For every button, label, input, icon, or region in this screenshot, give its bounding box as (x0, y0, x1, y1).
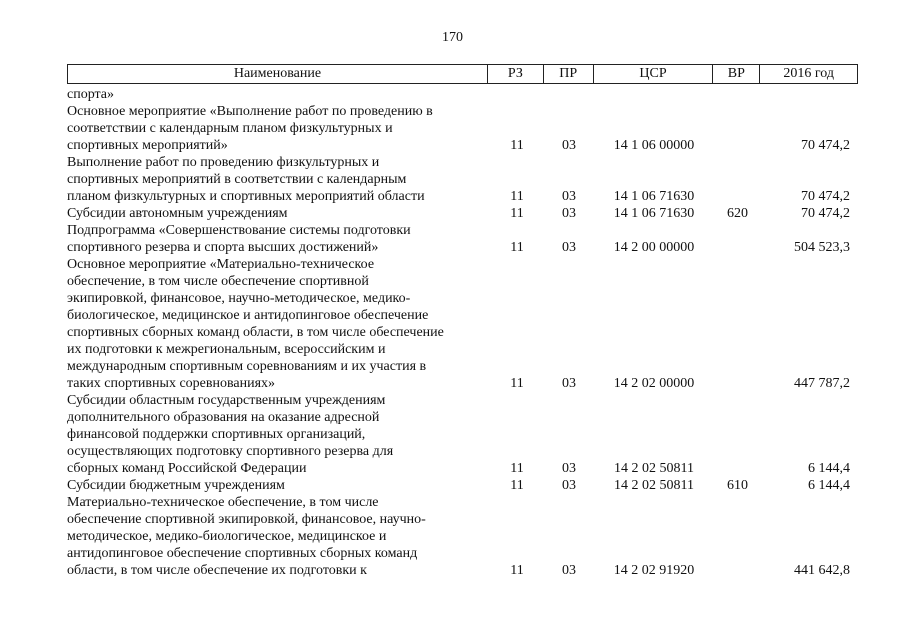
row-csr: 14 2 00 00000 (613, 240, 695, 255)
row-name-line: области, в том числе обеспечение их подготовки к (67, 563, 367, 578)
header-pr: ПР (544, 65, 594, 83)
row-name-line: планом физкультурных и спортивных мероприятий области (67, 189, 425, 204)
row-csr: 14 2 02 50811 (614, 461, 694, 476)
row-name-line: таких спортивных соревнованиях» (67, 376, 276, 391)
row-pr (544, 86, 594, 103)
table-row (67, 86, 858, 103)
row-name (67, 86, 488, 103)
row-name (67, 103, 488, 154)
row-rz: 11 (510, 461, 524, 476)
row-csr: 14 1 06 00000 (613, 138, 695, 153)
row-amount: 6 144,4 (808, 461, 850, 476)
row-amount: 447 787,2 (794, 376, 850, 391)
table-row (67, 154, 858, 205)
row-name-line: Основное мероприятие «Выполнение работ по проведению в (67, 104, 433, 119)
row-name-line: спортивных мероприятий в соответствии с календарным (67, 172, 407, 187)
row-pr: 03 (562, 138, 576, 153)
row-amount: 6 144,4 (808, 478, 850, 493)
header-vr: ВР (713, 65, 760, 83)
row-vr (714, 137, 761, 154)
row-amount: 70 474,2 (801, 138, 850, 153)
row-rz: 11 (510, 478, 524, 493)
row-name-line: спорта» (67, 87, 115, 102)
row-name-line: Субсидии областным государственным учреждениям (67, 393, 386, 408)
page-number: 170 (442, 30, 463, 45)
header-name: Наименование (68, 65, 488, 83)
row-name-line: экипировкой, финансовое, научно-методическое, медико- (67, 291, 411, 306)
row-name-line: Выполнение работ по проведению физкультурных и (67, 155, 380, 170)
table-row (67, 205, 858, 222)
row-rz: 11 (510, 563, 524, 578)
table-body (67, 86, 858, 579)
table-header (67, 64, 858, 84)
row-name-line: Субсидии бюджетным учреждениям (67, 478, 285, 493)
row-rz: 11 (510, 206, 524, 221)
row-amount: 70 474,2 (801, 206, 850, 221)
header-csr: ЦСР (594, 65, 714, 83)
row-name (67, 222, 488, 256)
header-rz: РЗ (488, 65, 544, 83)
row-csr: 14 2 02 00000 (613, 376, 695, 391)
row-name-line: осуществляющих подготовку спортивного резерва для (67, 444, 394, 459)
row-pr: 03 (562, 189, 576, 204)
row-vr (714, 460, 761, 477)
header-year: 2016 год (783, 66, 834, 81)
table-row (67, 256, 858, 392)
row-name (67, 154, 488, 205)
row-pr: 03 (562, 478, 576, 493)
row-name-line: соответствии с календарным планом физкультурных и (67, 121, 393, 136)
row-name-line: биологическое, медицинское и антидопинговое обеспечение (67, 308, 429, 323)
table-row (67, 494, 858, 579)
row-name-line: спортивного резерва и спорта высших достижений» (67, 240, 379, 255)
row-name-line: Основное мероприятие «Материально-техническое (67, 257, 375, 272)
table-row (67, 477, 858, 494)
row-name (67, 205, 488, 222)
row-name-line: спортивных сборных команд области, в том числе обеспечение (67, 325, 444, 340)
row-rz: 11 (510, 376, 524, 391)
row-csr (594, 86, 714, 103)
row-name-line: Материально-техническое обеспечение, в том числе (67, 495, 379, 510)
row-amount: 70 474,2 (801, 189, 850, 204)
row-name-line: методическое, медико-биологическое, медицинское и (67, 529, 387, 544)
row-pr: 03 (562, 461, 576, 476)
row-name (67, 256, 488, 392)
row-csr: 14 1 06 71630 (613, 206, 695, 221)
row-vr (714, 562, 761, 579)
row-vr (714, 239, 761, 256)
row-pr: 03 (562, 206, 576, 221)
row-rz: 11 (510, 138, 524, 153)
row-amount: 504 523,3 (794, 240, 850, 255)
row-name-line: их подготовки к межрегиональным, всероссийским и (67, 342, 386, 357)
row-name (67, 494, 488, 579)
row-pr: 03 (562, 240, 576, 255)
row-name-line: финансовой поддержки спортивных организаций, (67, 427, 366, 442)
row-vr: 620 (727, 206, 748, 221)
row-name-line: сборных команд Российской Федерации (67, 461, 307, 476)
row-name-line: обеспечение, в том числе обеспечение спортивной (67, 274, 369, 289)
row-pr: 03 (562, 376, 576, 391)
row-name-line: спортивных мероприятий» (67, 138, 228, 153)
row-vr: 610 (727, 478, 748, 493)
row-csr: 14 1 06 71630 (613, 189, 695, 204)
row-name-line: обеспечение спортивной экипировкой, финансовое, научно- (67, 512, 426, 527)
row-amount: 441 642,8 (794, 563, 850, 578)
row-vr (714, 188, 761, 205)
row-vr (714, 375, 761, 392)
row-name (67, 392, 488, 477)
row-rz (488, 86, 544, 103)
table-row (67, 103, 858, 154)
row-name-line: дополнительного образования на оказание адресной (67, 410, 380, 425)
row-name-line: Подпрограмма «Совершенствование системы подготовки (67, 223, 411, 238)
row-name-line: антидопинговое обеспечение спортивных сборных команд (67, 546, 418, 561)
row-name-line: Субсидии автономным учреждениям (67, 206, 288, 221)
row-vr (714, 86, 761, 103)
row-amount (761, 86, 858, 103)
row-csr: 14 2 02 91920 (613, 563, 695, 578)
row-csr: 14 2 02 50811 (614, 478, 694, 493)
row-name-line: международным спортивным соревнованиям и их участия в (67, 359, 427, 374)
row-pr: 03 (562, 563, 576, 578)
table-row (67, 222, 858, 256)
row-rz: 11 (510, 240, 524, 255)
row-name (67, 477, 488, 494)
row-rz: 11 (510, 189, 524, 204)
table-row (67, 392, 858, 477)
